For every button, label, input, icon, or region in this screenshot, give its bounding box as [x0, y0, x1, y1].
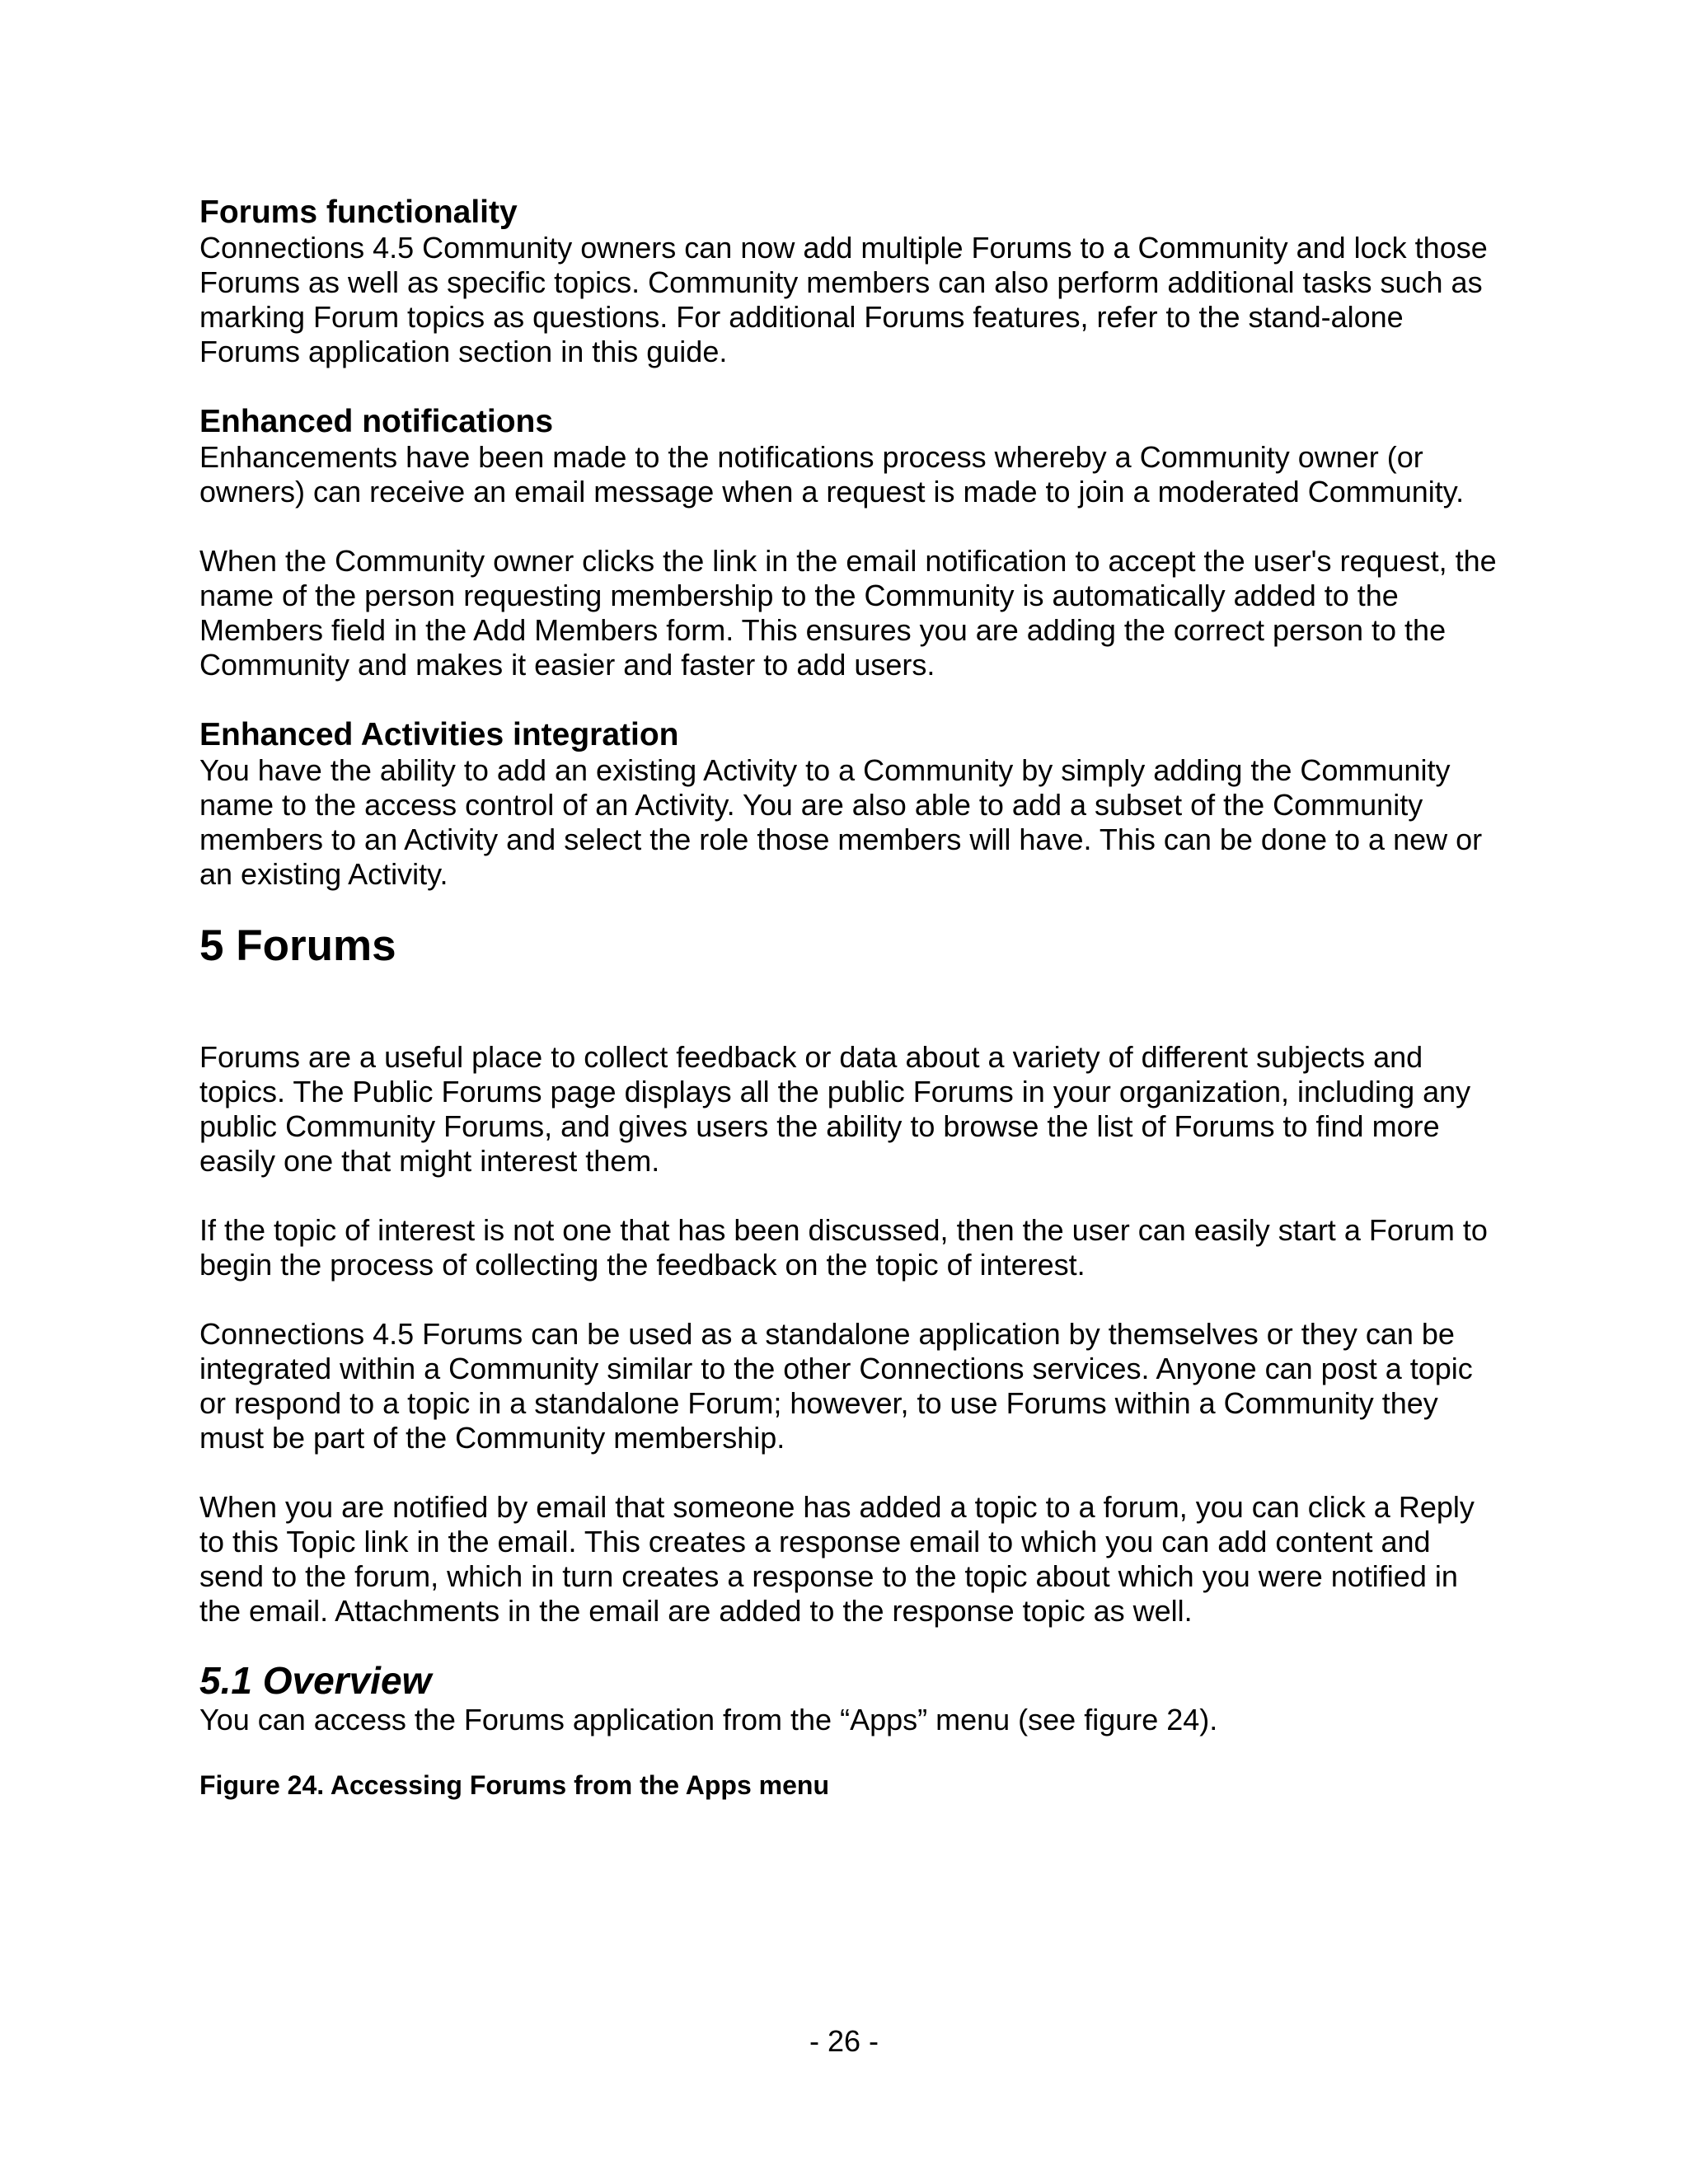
- chapter-title: 5 Forums: [199, 921, 396, 970]
- paragraph: Connections 4.5 Forums can be used as a standalone application by themselves or they can be integrated within a Community similar to the other Connections services. Anyone can post a topic or respond to a topic in a standalone Forum; however, to use Forums within a Community they must be part of the Community membership.: [199, 1317, 1473, 1455]
- paragraph: When the Community owner clicks the link in the email notification to accept the user's request, the name of the person requesting membership to the Community is automatically added to the Members field in the Add Members form. This ensures you are adding the correct person to the Community and makes it easier and faster to add users.: [199, 544, 1497, 682]
- document-body: [199, 194, 1498, 1802]
- section-heading-enhanced-notifications: Enhanced notifications: [199, 404, 554, 439]
- section-title-overview: 5.1 Overview: [199, 1659, 432, 1702]
- chapter-body: [199, 1040, 1498, 1629]
- paragraph: You can access the Forums application from the “Apps” menu (see figure 24).: [199, 1703, 1218, 1736]
- paragraph: Enhancements have been made to the notifications process whereby a Community owner (or owners) can receive an email message when a request is made to join a moderated Community.: [199, 440, 1465, 509]
- section-forums-functionality: [199, 194, 1498, 369]
- paragraph: Connections 4.5 Community owners can now add multiple Forums to a Community and lock those Forums as well as specific topics. Community members can also perform additional tasks such as marking Forum topics as questions. For additional Forums features, refer to the stand-alone Forums application section in this guide.: [199, 231, 1488, 368]
- section-heading-enhanced-activities: Enhanced Activities integration: [199, 717, 679, 752]
- section-enhanced-activities: [199, 717, 1498, 892]
- section-heading-forums-functionality: Forums functionality: [199, 194, 518, 230]
- paragraph: When you are notified by email that someone has added a topic to a forum, you can click a Reply to this Topic link in the email. This creates a response email to which you can add content and send to the forum, which in turn creates a response to the topic about which you were notified in the email. Attachments in the email are added to the response topic as well.: [199, 1490, 1475, 1628]
- paragraph: Forums are a useful place to collect feedback or data about a variety of different subjects and topics. The Public Forums page displays all the public Forums in your organization, including any public Community Forums, and gives users the ability to browse the list of Forums to find more easily one that might interest them.: [199, 1040, 1471, 1178]
- page-number: - 26 -: [809, 2024, 879, 2058]
- figure-caption: Figure 24. Accessing Forums from the Apps menu: [199, 1770, 829, 1800]
- section-enhanced-notifications: [199, 404, 1498, 682]
- paragraph: You have the ability to add an existing Activity to a Community by simply adding the Community name to the access control of an Activity. You are also able to add a subset of the Community members to an Activity and select the role those members will have. This can be done to a new or an existing Activity.: [199, 753, 1483, 891]
- paragraph: If the topic of interest is not one that has been discussed, then the user can easily start a Forum to begin the process of collecting the feedback on the topic of interest.: [199, 1213, 1488, 1282]
